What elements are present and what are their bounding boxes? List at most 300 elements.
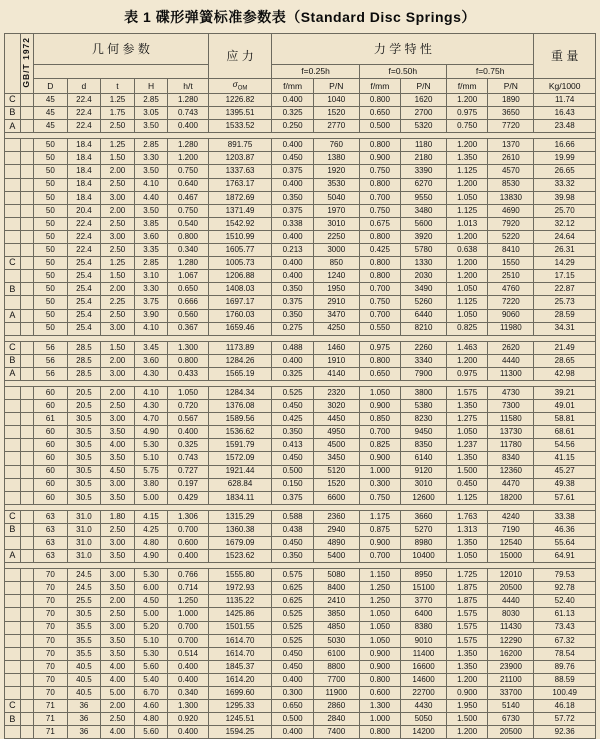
cell-d: 40.5 (67, 660, 101, 673)
cell-d: 28.5 (67, 341, 101, 354)
cell-p-075: 7920 (488, 217, 534, 230)
cell-f-025: 0.500 (272, 465, 313, 478)
cell-p-075: 3650 (488, 107, 534, 120)
cell-standard-spacer (20, 152, 33, 165)
cell-standard-spacer (20, 309, 33, 322)
cell-sigma: 1005.73 (208, 257, 272, 270)
cell-f-075: 1.500 (446, 713, 487, 726)
cell-standard-spacer (20, 452, 33, 465)
cell-h-over-t: 0.700 (168, 523, 208, 536)
cell-p-075: 4440 (488, 354, 534, 367)
cell-h-over-t: 0.400 (168, 426, 208, 439)
cell-p-050: 3770 (401, 595, 447, 608)
cell-H: 3.85 (134, 217, 168, 230)
cell-weight: 19.99 (534, 152, 596, 165)
cell-t: 1.50 (101, 152, 135, 165)
cell-weight: 33.38 (534, 510, 596, 523)
cell-t: 3.50 (101, 550, 135, 563)
cell-class-letter: C (5, 700, 21, 713)
cell-t: 2.00 (101, 595, 135, 608)
cell-p-050: 6140 (401, 452, 447, 465)
cell-p-075: 13830 (488, 191, 534, 204)
cell-t: 4.00 (101, 673, 135, 686)
cell-p-050: 2260 (401, 341, 447, 354)
table-row (5, 687, 596, 700)
cell-f-075: 1.200 (446, 178, 487, 191)
cell-h-over-t: 0.714 (168, 582, 208, 595)
cell-f-050: 0.850 (359, 413, 400, 426)
cell-H: 5.10 (134, 452, 168, 465)
cell-f-075: 0.900 (446, 687, 487, 700)
cell-f-075: 1.050 (446, 191, 487, 204)
cell-d: 30.5 (67, 608, 101, 621)
cell-standard-spacer (20, 120, 33, 133)
cell-standard-spacer (20, 322, 33, 335)
cell-D: 50 (34, 244, 68, 257)
cell-weight: 64.91 (534, 550, 596, 563)
cell-p-025: 1920 (313, 165, 359, 178)
cell-D: 63 (34, 510, 68, 523)
cell-D: 50 (34, 152, 68, 165)
cell-p-025: 2860 (313, 700, 359, 713)
cell-H: 3.45 (134, 341, 168, 354)
cell-f-075: 1.125 (446, 296, 487, 309)
table-row (5, 367, 596, 380)
cell-D: 71 (34, 726, 68, 739)
cell-f-050: 1.050 (359, 621, 400, 634)
cell-d: 20.5 (67, 400, 101, 413)
cell-f-025: 0.325 (272, 367, 313, 380)
cell-p-075: 16200 (488, 647, 534, 660)
cell-h-over-t: 0.514 (168, 647, 208, 660)
cell-p-025: 1240 (313, 270, 359, 283)
cell-class-letter (5, 726, 21, 739)
cell-sigma: 1572.09 (208, 452, 272, 465)
cell-h-over-t: 0.720 (168, 400, 208, 413)
cell-p-050: 1180 (401, 139, 447, 152)
cell-sigma: 1173.89 (208, 341, 272, 354)
cell-sigma: 1763.17 (208, 178, 272, 191)
table-row (5, 257, 596, 270)
cell-h-over-t: 0.700 (168, 621, 208, 634)
cell-f-075: 1.200 (446, 230, 487, 243)
cell-class-letter: B (5, 523, 21, 536)
cell-f-075: 1.950 (446, 700, 487, 713)
cell-D: 45 (34, 107, 68, 120)
cell-p-075: 12290 (488, 634, 534, 647)
cell-p-025: 1380 (313, 152, 359, 165)
col-f2: f/mm (359, 79, 400, 94)
cell-D: 50 (34, 204, 68, 217)
disc-spring-parameter-table (4, 33, 596, 739)
cell-h-over-t: 0.400 (168, 673, 208, 686)
table-row (5, 94, 596, 107)
cell-d: 18.4 (67, 152, 101, 165)
cell-p-075: 4470 (488, 478, 534, 491)
cell-sigma: 1425.86 (208, 608, 272, 621)
cell-p-025: 3850 (313, 608, 359, 621)
cell-standard-spacer (20, 230, 33, 243)
table-row (5, 139, 596, 152)
cell-h-over-t: 0.400 (168, 726, 208, 739)
cell-f-050: 0.900 (359, 452, 400, 465)
cell-standard-spacer (20, 413, 33, 426)
cell-p-025: 4450 (313, 413, 359, 426)
cell-p-050: 2030 (401, 270, 447, 283)
cell-d: 36 (67, 713, 101, 726)
cell-standard-spacer (20, 634, 33, 647)
cell-p-050: 5380 (401, 400, 447, 413)
cell-h-over-t: 0.540 (168, 217, 208, 230)
cell-f-050: 0.800 (359, 139, 400, 152)
cell-p-025: 7700 (313, 673, 359, 686)
header-column-row (5, 79, 596, 94)
cell-d: 30.5 (67, 478, 101, 491)
cell-sigma: 1542.92 (208, 217, 272, 230)
table-row (5, 660, 596, 673)
cell-f-025: 0.400 (272, 230, 313, 243)
cell-f-025: 0.450 (272, 647, 313, 660)
cell-standard-spacer (20, 107, 33, 120)
cell-f-050: 1.300 (359, 700, 400, 713)
cell-f-075: 1.200 (446, 139, 487, 152)
cell-standard-spacer (20, 726, 33, 739)
cell-weight: 26.31 (534, 244, 596, 257)
group-stress-header: 应 力 (208, 34, 272, 79)
cell-class-letter (5, 165, 21, 178)
cell-standard-spacer (20, 191, 33, 204)
table-row (5, 322, 596, 335)
cell-d: 31.0 (67, 510, 101, 523)
cell-f-050: 0.975 (359, 341, 400, 354)
cell-weight: 34.31 (534, 322, 596, 335)
cell-standard-spacer (20, 465, 33, 478)
cell-p-050: 5050 (401, 713, 447, 726)
cell-class-letter (5, 426, 21, 439)
cell-p-075: 7220 (488, 296, 534, 309)
cell-sigma: 891.75 (208, 139, 272, 152)
cell-f-025: 0.350 (272, 550, 313, 563)
cell-f-075: 1.463 (446, 341, 487, 354)
cell-weight: 49.01 (534, 400, 596, 413)
cell-f-025: 0.213 (272, 244, 313, 257)
cell-t: 1.25 (101, 257, 135, 270)
cell-p-075: 20500 (488, 582, 534, 595)
cell-p-025: 3000 (313, 244, 359, 257)
cell-h-over-t: 1.280 (168, 257, 208, 270)
cell-class-letter (5, 139, 21, 152)
cell-weight: 57.72 (534, 713, 596, 726)
cell-h-over-t: 0.743 (168, 107, 208, 120)
cell-p-050: 3480 (401, 204, 447, 217)
cell-H: 5.30 (134, 569, 168, 582)
cell-H: 4.30 (134, 367, 168, 380)
cell-f-075: 1.200 (446, 257, 487, 270)
cell-H: 3.10 (134, 270, 168, 283)
cell-D: 71 (34, 700, 68, 713)
cell-H: 3.30 (134, 152, 168, 165)
cell-H: 4.10 (134, 178, 168, 191)
cell-standard-spacer (20, 647, 33, 660)
cell-weight: 39.21 (534, 386, 596, 399)
cell-class-letter (5, 296, 21, 309)
cell-f-050: 0.825 (359, 439, 400, 452)
cell-sigma: 1699.60 (208, 687, 272, 700)
cell-D: 60 (34, 478, 68, 491)
cell-f-050: 0.700 (359, 283, 400, 296)
cell-class-letter (5, 452, 21, 465)
cell-p-025: 6100 (313, 647, 359, 660)
cell-D: 61 (34, 413, 68, 426)
cell-p-025: 1520 (313, 107, 359, 120)
cell-D: 56 (34, 367, 68, 380)
cell-p-025: 3470 (313, 309, 359, 322)
cell-sigma: 1760.03 (208, 309, 272, 322)
cell-t: 4.00 (101, 660, 135, 673)
cell-f-025: 0.450 (272, 452, 313, 465)
cell-f-025: 0.400 (272, 257, 313, 270)
cell-p-050: 7900 (401, 367, 447, 380)
cell-weight: 41.15 (534, 452, 596, 465)
cell-H: 5.30 (134, 647, 168, 660)
cell-f-050: 0.650 (359, 367, 400, 380)
cell-p-050: 8950 (401, 569, 447, 582)
cell-sigma: 1395.51 (208, 107, 272, 120)
table-row (5, 439, 596, 452)
cell-h-over-t: 0.429 (168, 491, 208, 504)
cell-f-025: 0.400 (272, 139, 313, 152)
cell-f-025: 0.525 (272, 621, 313, 634)
cell-standard-spacer (20, 367, 33, 380)
cell-d: 36 (67, 700, 101, 713)
cell-f-025: 0.525 (272, 386, 313, 399)
cell-sigma: 1284.26 (208, 354, 272, 367)
col-D: D (34, 79, 68, 94)
cell-f-050: 0.650 (359, 107, 400, 120)
table-row (5, 341, 596, 354)
cell-f-050: 0.675 (359, 217, 400, 230)
cell-class-letter (5, 270, 21, 283)
cell-class-letter (5, 621, 21, 634)
cell-standard-spacer (20, 400, 33, 413)
cell-p-025: 4500 (313, 439, 359, 452)
cell-class-letter (5, 634, 21, 647)
cell-d: 22.4 (67, 94, 101, 107)
cell-h-over-t: 1.306 (168, 510, 208, 523)
cell-d: 30.5 (67, 465, 101, 478)
cell-H: 4.80 (134, 713, 168, 726)
cell-f-075: 1.575 (446, 608, 487, 621)
cell-p-025: 2840 (313, 713, 359, 726)
cell-weight: 89.76 (534, 660, 596, 673)
cell-f-025: 0.400 (272, 178, 313, 191)
cell-f-025: 0.400 (272, 354, 313, 367)
cell-sigma: 1245.51 (208, 713, 272, 726)
cell-p-075: 2620 (488, 341, 534, 354)
cell-p-025: 11900 (313, 687, 359, 700)
table-row (5, 165, 596, 178)
cell-t: 4.00 (101, 726, 135, 739)
table-row (5, 537, 596, 550)
cell-H: 5.60 (134, 726, 168, 739)
cell-t: 2.50 (101, 120, 135, 133)
cell-d: 25.4 (67, 296, 101, 309)
cell-d: 18.4 (67, 165, 101, 178)
cell-d: 31.0 (67, 523, 101, 536)
cell-d: 28.5 (67, 354, 101, 367)
cell-H: 6.00 (134, 582, 168, 595)
table-row (5, 386, 596, 399)
cell-sigma: 1697.17 (208, 296, 272, 309)
cell-t: 3.50 (101, 452, 135, 465)
table-row (5, 713, 596, 726)
cell-p-050: 1330 (401, 257, 447, 270)
cell-sigma: 1834.11 (208, 491, 272, 504)
cell-d: 30.5 (67, 491, 101, 504)
page-title: 表 1 碟形弹簧标准参数表（Standard Disc Springs） (124, 9, 476, 25)
cell-f-025: 0.488 (272, 341, 313, 354)
class-col-header (5, 34, 21, 94)
cell-class-letter (5, 244, 21, 257)
cell-D: 50 (34, 270, 68, 283)
cell-weight: 100.49 (534, 687, 596, 700)
cell-p-050: 3800 (401, 386, 447, 399)
cell-p-075: 11430 (488, 621, 534, 634)
cell-f-025: 0.450 (272, 537, 313, 550)
cell-p-050: 6440 (401, 309, 447, 322)
cell-p-025: 7400 (313, 726, 359, 739)
cell-t: 2.50 (101, 400, 135, 413)
cell-t: 1.75 (101, 107, 135, 120)
table-row (5, 673, 596, 686)
cell-h-over-t: 0.400 (168, 120, 208, 133)
cell-f-050: 0.800 (359, 726, 400, 739)
cell-h-over-t: 0.640 (168, 178, 208, 191)
col-p1: P/N (313, 79, 359, 94)
cell-class-letter (5, 465, 21, 478)
cell-sigma: 1203.87 (208, 152, 272, 165)
cell-H: 5.30 (134, 439, 168, 452)
cell-standard-spacer (20, 713, 33, 726)
cell-p-050: 14200 (401, 726, 447, 739)
cell-weight: 16.66 (534, 139, 596, 152)
cell-H: 3.35 (134, 244, 168, 257)
cell-f-025: 0.438 (272, 523, 313, 536)
cell-t: 2.00 (101, 204, 135, 217)
cell-p-075: 1890 (488, 94, 534, 107)
cell-d: 25.4 (67, 322, 101, 335)
cell-D: 50 (34, 296, 68, 309)
cell-weight: 14.29 (534, 257, 596, 270)
cell-weight: 28.59 (534, 309, 596, 322)
cell-t: 2.50 (101, 178, 135, 191)
cell-sigma: 1591.79 (208, 439, 272, 452)
cell-H: 4.80 (134, 537, 168, 550)
cell-standard-spacer (20, 673, 33, 686)
cell-standard-spacer (20, 341, 33, 354)
cell-D: 70 (34, 647, 68, 660)
cell-H: 5.75 (134, 465, 168, 478)
table-row (5, 400, 596, 413)
cell-class-letter (5, 230, 21, 243)
cell-H: 3.80 (134, 478, 168, 491)
cell-D: 70 (34, 582, 68, 595)
cell-sigma: 1921.44 (208, 465, 272, 478)
cell-H: 5.00 (134, 608, 168, 621)
cell-p-025: 5120 (313, 465, 359, 478)
cell-p-050: 2180 (401, 152, 447, 165)
cell-class-letter (5, 204, 21, 217)
cell-sigma: 628.84 (208, 478, 272, 491)
cell-p-075: 12540 (488, 537, 534, 550)
table-row (5, 426, 596, 439)
cell-h-over-t: 0.400 (168, 550, 208, 563)
cell-f-025: 0.300 (272, 687, 313, 700)
table-row (5, 726, 596, 739)
cell-h-over-t: 1.200 (168, 152, 208, 165)
cell-f-050: 0.300 (359, 478, 400, 491)
cell-H: 4.30 (134, 400, 168, 413)
cell-f-050: 1.250 (359, 595, 400, 608)
loadcase-025h: f=0.25h (272, 65, 359, 79)
cell-p-050: 5260 (401, 296, 447, 309)
cell-sigma: 1371.49 (208, 204, 272, 217)
cell-p-025: 1950 (313, 283, 359, 296)
cell-p-025: 4950 (313, 426, 359, 439)
cell-p-050: 3390 (401, 165, 447, 178)
cell-p-025: 1970 (313, 204, 359, 217)
cell-f-050: 1.000 (359, 713, 400, 726)
cell-weight: 46.36 (534, 523, 596, 536)
cell-t: 1.50 (101, 270, 135, 283)
cell-p-075: 12010 (488, 569, 534, 582)
cell-t: 2.00 (101, 386, 135, 399)
cell-d: 31.0 (67, 537, 101, 550)
cell-D: 45 (34, 120, 68, 133)
cell-f-025: 0.525 (272, 634, 313, 647)
cell-t: 2.00 (101, 354, 135, 367)
cell-sigma: 1501.55 (208, 621, 272, 634)
cell-f-075: 1.275 (446, 413, 487, 426)
cell-h-over-t: 0.340 (168, 244, 208, 257)
cell-d: 22.4 (67, 217, 101, 230)
cell-D: 60 (34, 400, 68, 413)
cell-f-075: 1.125 (446, 204, 487, 217)
cell-p-050: 5780 (401, 244, 447, 257)
cell-D: 70 (34, 621, 68, 634)
cell-p-025: 2910 (313, 296, 359, 309)
cell-p-050: 22700 (401, 687, 447, 700)
cell-f-025: 0.350 (272, 309, 313, 322)
cell-weight: 67.32 (534, 634, 596, 647)
cell-D: 71 (34, 713, 68, 726)
table-row (5, 634, 596, 647)
cell-standard-spacer (20, 582, 33, 595)
cell-f-075: 1.313 (446, 523, 487, 536)
cell-H: 3.60 (134, 230, 168, 243)
cell-sigma: 1845.37 (208, 660, 272, 673)
table-row (5, 204, 596, 217)
cell-t: 3.00 (101, 191, 135, 204)
cell-standard-spacer (20, 510, 33, 523)
cell-weight: 25.73 (534, 296, 596, 309)
header-group-row (5, 34, 596, 65)
cell-f-075: 1.050 (446, 550, 487, 563)
cell-f-050: 0.700 (359, 309, 400, 322)
cell-weight: 92.78 (534, 582, 596, 595)
cell-p-050: 11400 (401, 647, 447, 660)
cell-H: 3.50 (134, 165, 168, 178)
